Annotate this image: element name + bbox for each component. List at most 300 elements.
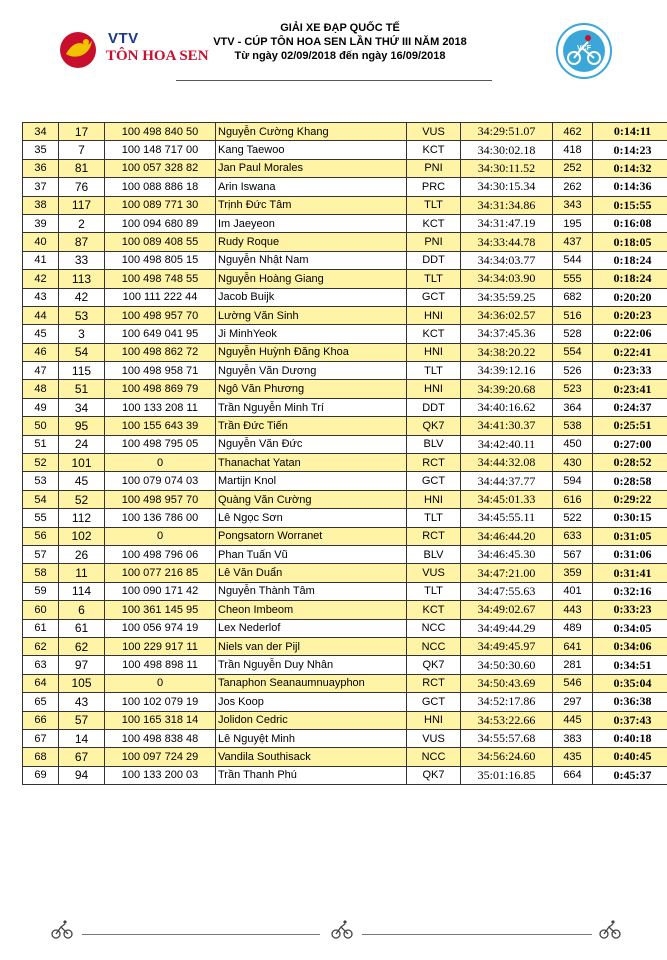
- points-cell: 430: [553, 454, 593, 472]
- time-gap-cell: 0:18:24: [593, 270, 667, 288]
- rider-name-cell: Jacob Buijk: [216, 288, 407, 306]
- bib-cell: 62: [59, 637, 105, 655]
- team-cell: KCT: [407, 214, 461, 232]
- table-row: [23, 380, 667, 398]
- total-time-cell: 34:34:03.77: [461, 251, 553, 269]
- points-cell: 359: [553, 564, 593, 582]
- time-gap-cell: 0:34:05: [593, 619, 667, 637]
- team-cell: KCT: [407, 325, 461, 343]
- uci-id-cell: 100 079 074 03: [105, 472, 216, 490]
- total-time-cell: 34:35:59.25: [461, 288, 553, 306]
- title-line-1: GIẢI XE ĐẠP QUỐC TẾ: [280, 22, 400, 34]
- team-cell: QK7: [407, 417, 461, 435]
- table-row: [23, 656, 667, 674]
- uci-id-cell: 100 361 145 95: [105, 601, 216, 619]
- uci-id-cell: 100 094 680 89: [105, 214, 216, 232]
- points-cell: 297: [553, 693, 593, 711]
- rank-cell: 62: [23, 637, 59, 655]
- rider-name-cell: Ngô Văn Phương: [216, 380, 407, 398]
- rider-name-cell: Niels van der Pijl: [216, 637, 407, 655]
- team-cell: QK7: [407, 766, 461, 784]
- uci-id-cell: 100 649 041 95: [105, 325, 216, 343]
- table-row: [23, 766, 667, 784]
- table-row: [23, 509, 667, 527]
- points-cell: 682: [553, 288, 593, 306]
- uci-id-cell: 100 498 805 15: [105, 251, 216, 269]
- vcf-cycling-federation-logo: [555, 22, 613, 80]
- table-row: [23, 325, 667, 343]
- bib-cell: 7: [59, 141, 105, 159]
- rank-cell: 51: [23, 435, 59, 453]
- signature-footer: [0, 912, 667, 952]
- rank-cell: 55: [23, 509, 59, 527]
- rank-cell: 63: [23, 656, 59, 674]
- bib-cell: 51: [59, 380, 105, 398]
- uci-id-cell: 100 148 717 00: [105, 141, 216, 159]
- uci-id-cell: 0: [105, 674, 216, 692]
- time-gap-cell: 0:31:05: [593, 527, 667, 545]
- rank-cell: 44: [23, 306, 59, 324]
- points-cell: 633: [553, 527, 593, 545]
- rank-cell: 40: [23, 233, 59, 251]
- table-row: [23, 619, 667, 637]
- total-time-cell: 34:29:51.07: [461, 123, 553, 141]
- cyclist-icon: [330, 918, 354, 940]
- points-cell: 567: [553, 545, 593, 563]
- rider-name-cell: Ji MinhYeok: [216, 325, 407, 343]
- points-cell: 522: [553, 509, 593, 527]
- total-time-cell: 34:30:02.18: [461, 141, 553, 159]
- points-cell: 364: [553, 398, 593, 416]
- signature-line-left: [82, 934, 320, 935]
- time-gap-cell: 0:15:55: [593, 196, 667, 214]
- time-gap-cell: 0:45:37: [593, 766, 667, 784]
- rider-name-cell: Nguyễn Cường Khang: [216, 123, 407, 141]
- uci-id-cell: 100 089 408 55: [105, 233, 216, 251]
- rider-name-cell: Trần Đức Tiến: [216, 417, 407, 435]
- table-row: [23, 545, 667, 563]
- bib-cell: 94: [59, 766, 105, 784]
- cyclist-icon: [50, 918, 74, 940]
- bib-cell: 11: [59, 564, 105, 582]
- total-time-cell: 34:37:45.36: [461, 325, 553, 343]
- time-gap-cell: 0:40:45: [593, 748, 667, 766]
- time-gap-cell: 0:28:52: [593, 454, 667, 472]
- time-gap-cell: 0:14:23: [593, 141, 667, 159]
- bib-cell: 43: [59, 693, 105, 711]
- time-gap-cell: 0:31:41: [593, 564, 667, 582]
- points-cell: 401: [553, 582, 593, 600]
- bib-cell: 45: [59, 472, 105, 490]
- uci-id-cell: 100 133 200 03: [105, 766, 216, 784]
- rank-cell: 68: [23, 748, 59, 766]
- table-row: [23, 233, 667, 251]
- points-cell: 281: [553, 656, 593, 674]
- table-row: [23, 582, 667, 600]
- bib-cell: 17: [59, 123, 105, 141]
- team-cell: VUS: [407, 564, 461, 582]
- points-cell: 262: [553, 178, 593, 196]
- uci-id-cell: 100 498 748 55: [105, 270, 216, 288]
- time-gap-cell: 0:22:41: [593, 343, 667, 361]
- team-cell: KCT: [407, 601, 461, 619]
- time-gap-cell: 0:23:41: [593, 380, 667, 398]
- rank-cell: 43: [23, 288, 59, 306]
- table-row: [23, 251, 667, 269]
- rider-name-cell: Lê Nguyệt Minh: [216, 729, 407, 747]
- rider-name-cell: Jolidon Cedric: [216, 711, 407, 729]
- total-time-cell: 34:33:44.78: [461, 233, 553, 251]
- uci-id-cell: 100 057 328 82: [105, 159, 216, 177]
- time-gap-cell: 0:30:15: [593, 509, 667, 527]
- total-time-cell: 34:47:21.00: [461, 564, 553, 582]
- time-gap-cell: 0:31:06: [593, 545, 667, 563]
- cyclist-icon: [598, 918, 622, 940]
- time-gap-cell: 0:36:38: [593, 693, 667, 711]
- rank-cell: 48: [23, 380, 59, 398]
- uci-id-cell: 100 056 974 19: [105, 619, 216, 637]
- total-time-cell: 34:49:44.29: [461, 619, 553, 637]
- rank-cell: 45: [23, 325, 59, 343]
- rank-cell: 65: [23, 693, 59, 711]
- time-gap-cell: 0:35:04: [593, 674, 667, 692]
- points-cell: 516: [553, 306, 593, 324]
- points-cell: 252: [553, 159, 593, 177]
- points-cell: 641: [553, 637, 593, 655]
- team-cell: BLV: [407, 545, 461, 563]
- team-cell: RCT: [407, 674, 461, 692]
- rank-cell: 50: [23, 417, 59, 435]
- time-gap-cell: 0:14:11: [593, 123, 667, 141]
- ton-hoa-sen-logo: [58, 28, 218, 74]
- time-gap-cell: 0:34:51: [593, 656, 667, 674]
- points-cell: 418: [553, 141, 593, 159]
- bib-cell: 3: [59, 325, 105, 343]
- uci-id-cell: 100 498 796 06: [105, 545, 216, 563]
- rider-name-cell: Martijn Knol: [216, 472, 407, 490]
- team-cell: GCT: [407, 472, 461, 490]
- points-cell: 526: [553, 362, 593, 380]
- rider-name-cell: Jan Paul Morales: [216, 159, 407, 177]
- points-cell: 462: [553, 123, 593, 141]
- uci-id-cell: 100 498 958 71: [105, 362, 216, 380]
- total-time-cell: 34:56:24.60: [461, 748, 553, 766]
- uci-id-cell: 100 133 208 11: [105, 398, 216, 416]
- team-cell: HNI: [407, 380, 461, 398]
- rider-name-cell: Rudy Roque: [216, 233, 407, 251]
- page-header: [0, 0, 667, 90]
- uci-id-cell: 100 088 886 18: [105, 178, 216, 196]
- rank-cell: 53: [23, 472, 59, 490]
- table-row: [23, 601, 667, 619]
- total-time-cell: 34:47:55.63: [461, 582, 553, 600]
- points-cell: 443: [553, 601, 593, 619]
- bib-cell: 53: [59, 306, 105, 324]
- time-gap-cell: 0:14:36: [593, 178, 667, 196]
- uci-id-cell: 100 089 771 30: [105, 196, 216, 214]
- team-cell: NCC: [407, 619, 461, 637]
- bib-cell: 33: [59, 251, 105, 269]
- table-row: [23, 141, 667, 159]
- team-cell: NCC: [407, 748, 461, 766]
- rider-name-cell: Nguyễn Thành Tâm: [216, 582, 407, 600]
- bib-cell: 115: [59, 362, 105, 380]
- total-time-cell: 34:45:55.11: [461, 509, 553, 527]
- uci-id-cell: 0: [105, 454, 216, 472]
- total-time-cell: 34:39:12.16: [461, 362, 553, 380]
- team-cell: HNI: [407, 343, 461, 361]
- points-cell: 343: [553, 196, 593, 214]
- results-table: [22, 122, 667, 785]
- uci-id-cell: 100 498 840 50: [105, 123, 216, 141]
- uci-id-cell: 100 498 862 72: [105, 343, 216, 361]
- team-cell: TLT: [407, 270, 461, 288]
- uci-id-cell: 100 102 079 19: [105, 693, 216, 711]
- total-time-cell: 34:38:20.22: [461, 343, 553, 361]
- bib-cell: 114: [59, 582, 105, 600]
- time-gap-cell: 0:20:20: [593, 288, 667, 306]
- rider-name-cell: Nguyễn Huỳnh Đăng Khoa: [216, 343, 407, 361]
- rider-name-cell: Vandila Southisack: [216, 748, 407, 766]
- table-row: [23, 637, 667, 655]
- team-cell: TLT: [407, 582, 461, 600]
- bib-cell: 95: [59, 417, 105, 435]
- team-cell: VUS: [407, 123, 461, 141]
- time-gap-cell: 0:20:23: [593, 306, 667, 324]
- rank-cell: 36: [23, 159, 59, 177]
- bib-cell: 26: [59, 545, 105, 563]
- uci-id-cell: 100 077 216 85: [105, 564, 216, 582]
- rider-name-cell: Tanaphon Seanaumnuayphon: [216, 674, 407, 692]
- time-gap-cell: 0:32:16: [593, 582, 667, 600]
- team-cell: HNI: [407, 490, 461, 508]
- rider-name-cell: Kang Taewoo: [216, 141, 407, 159]
- table-row: [23, 729, 667, 747]
- rank-cell: 52: [23, 454, 59, 472]
- bib-cell: 54: [59, 343, 105, 361]
- bib-cell: 81: [59, 159, 105, 177]
- table-row: [23, 123, 667, 141]
- rank-cell: 57: [23, 545, 59, 563]
- rider-name-cell: Cheon Imbeom: [216, 601, 407, 619]
- uci-id-cell: 100 136 786 00: [105, 509, 216, 527]
- rank-cell: 61: [23, 619, 59, 637]
- points-cell: 538: [553, 417, 593, 435]
- team-cell: TLT: [407, 509, 461, 527]
- team-cell: GCT: [407, 693, 461, 711]
- points-cell: 445: [553, 711, 593, 729]
- points-cell: 489: [553, 619, 593, 637]
- uci-id-cell: 100 229 917 11: [105, 637, 216, 655]
- rank-cell: 64: [23, 674, 59, 692]
- table-row: [23, 693, 667, 711]
- table-row: [23, 748, 667, 766]
- table-row: [23, 564, 667, 582]
- total-time-cell: 35:01:16.85: [461, 766, 553, 784]
- bib-cell: 102: [59, 527, 105, 545]
- uci-id-cell: 100 498 795 05: [105, 435, 216, 453]
- title-underline: [176, 80, 492, 81]
- team-cell: HNI: [407, 306, 461, 324]
- rank-cell: 37: [23, 178, 59, 196]
- rider-name-cell: Trịnh Đức Tâm: [216, 196, 407, 214]
- table-row: [23, 417, 667, 435]
- uci-id-cell: 100 090 171 42: [105, 582, 216, 600]
- points-cell: 523: [553, 380, 593, 398]
- team-cell: KCT: [407, 141, 461, 159]
- bib-cell: 61: [59, 619, 105, 637]
- uci-id-cell: 100 097 724 29: [105, 748, 216, 766]
- uci-id-cell: 100 498 957 70: [105, 490, 216, 508]
- total-time-cell: 34:53:22.66: [461, 711, 553, 729]
- team-cell: PNI: [407, 233, 461, 251]
- rider-name-cell: Trần Nguyễn Minh Trí: [216, 398, 407, 416]
- rider-name-cell: Lê Ngọc Sơn: [216, 509, 407, 527]
- rider-name-cell: Lex Nederlof: [216, 619, 407, 637]
- document-title: [210, 21, 470, 63]
- uci-id-cell: 100 498 869 79: [105, 380, 216, 398]
- bib-cell: 97: [59, 656, 105, 674]
- time-gap-cell: 0:33:23: [593, 601, 667, 619]
- rider-name-cell: Pongsatorn Worranet: [216, 527, 407, 545]
- table-row: [23, 674, 667, 692]
- bib-cell: 67: [59, 748, 105, 766]
- points-cell: 546: [553, 674, 593, 692]
- table-row: [23, 454, 667, 472]
- table-row: [23, 435, 667, 453]
- rider-name-cell: Trần Nguyễn Duy Nhân: [216, 656, 407, 674]
- uci-id-cell: 100 498 957 70: [105, 306, 216, 324]
- total-time-cell: 34:44:37.77: [461, 472, 553, 490]
- rank-cell: 69: [23, 766, 59, 784]
- bib-cell: 87: [59, 233, 105, 251]
- time-gap-cell: 0:37:43: [593, 711, 667, 729]
- results-table-body: [23, 123, 667, 785]
- points-cell: 528: [553, 325, 593, 343]
- total-time-cell: 34:49:45.97: [461, 637, 553, 655]
- total-time-cell: 34:46:45.30: [461, 545, 553, 563]
- rank-cell: 54: [23, 490, 59, 508]
- total-time-cell: 34:41:30.37: [461, 417, 553, 435]
- rider-name-cell: Lê Văn Duẩn: [216, 564, 407, 582]
- time-gap-cell: 0:23:33: [593, 362, 667, 380]
- rank-cell: 46: [23, 343, 59, 361]
- total-time-cell: 34:44:32.08: [461, 454, 553, 472]
- uci-id-cell: 100 111 222 44: [105, 288, 216, 306]
- team-cell: RCT: [407, 454, 461, 472]
- time-gap-cell: 0:22:06: [593, 325, 667, 343]
- rider-name-cell: Trần Thanh Phú: [216, 766, 407, 784]
- bib-cell: 117: [59, 196, 105, 214]
- rank-cell: 59: [23, 582, 59, 600]
- points-cell: 544: [553, 251, 593, 269]
- table-row: [23, 306, 667, 324]
- uci-id-cell: 0: [105, 527, 216, 545]
- table-row: [23, 398, 667, 416]
- team-cell: GCT: [407, 288, 461, 306]
- table-row: [23, 711, 667, 729]
- time-gap-cell: 0:34:06: [593, 637, 667, 655]
- rank-cell: 38: [23, 196, 59, 214]
- vcf-logo-text: VCF: [577, 45, 591, 52]
- rider-name-cell: Lường Văn Sinh: [216, 306, 407, 324]
- table-row: [23, 178, 667, 196]
- rank-cell: 41: [23, 251, 59, 269]
- points-cell: 664: [553, 766, 593, 784]
- team-cell: HNI: [407, 711, 461, 729]
- time-gap-cell: 0:28:58: [593, 472, 667, 490]
- table-row: [23, 490, 667, 508]
- rank-cell: 35: [23, 141, 59, 159]
- total-time-cell: 34:40:16.62: [461, 398, 553, 416]
- rider-name-cell: Nguyễn Nhật Nam: [216, 251, 407, 269]
- bib-cell: 24: [59, 435, 105, 453]
- time-gap-cell: 0:29:22: [593, 490, 667, 508]
- signature-line-right: [362, 934, 592, 935]
- total-time-cell: 34:31:47.19: [461, 214, 553, 232]
- total-time-cell: 34:50:43.69: [461, 674, 553, 692]
- rider-name-cell: Jos Koop: [216, 693, 407, 711]
- total-time-cell: 34:30:15.34: [461, 178, 553, 196]
- bib-cell: 105: [59, 674, 105, 692]
- time-gap-cell: 0:27:00: [593, 435, 667, 453]
- points-cell: 594: [553, 472, 593, 490]
- bib-cell: 6: [59, 601, 105, 619]
- bib-cell: 112: [59, 509, 105, 527]
- points-cell: 195: [553, 214, 593, 232]
- title-line-3: Từ ngày 02/09/2018 đến ngày 16/09/2018: [234, 50, 446, 62]
- total-time-cell: 34:36:02.57: [461, 306, 553, 324]
- bib-cell: 101: [59, 454, 105, 472]
- total-time-cell: 34:31:34.86: [461, 196, 553, 214]
- team-cell: DDT: [407, 251, 461, 269]
- total-time-cell: 34:45:01.33: [461, 490, 553, 508]
- total-time-cell: 34:42:40.11: [461, 435, 553, 453]
- time-gap-cell: 0:18:24: [593, 251, 667, 269]
- team-cell: PRC: [407, 178, 461, 196]
- rank-cell: 58: [23, 564, 59, 582]
- rank-cell: 66: [23, 711, 59, 729]
- table-row: [23, 288, 667, 306]
- time-gap-cell: 0:40:18: [593, 729, 667, 747]
- time-gap-cell: 0:24:37: [593, 398, 667, 416]
- rider-name-cell: Nguyễn Văn Đức: [216, 435, 407, 453]
- team-cell: NCC: [407, 637, 461, 655]
- bib-cell: 76: [59, 178, 105, 196]
- rank-cell: 39: [23, 214, 59, 232]
- total-time-cell: 34:30:11.52: [461, 159, 553, 177]
- rank-cell: 47: [23, 362, 59, 380]
- time-gap-cell: 0:25:51: [593, 417, 667, 435]
- points-cell: 383: [553, 729, 593, 747]
- points-cell: 437: [553, 233, 593, 251]
- team-cell: TLT: [407, 196, 461, 214]
- rank-cell: 67: [23, 729, 59, 747]
- total-time-cell: 34:50:30.60: [461, 656, 553, 674]
- rank-cell: 42: [23, 270, 59, 288]
- uci-id-cell: 100 498 838 48: [105, 729, 216, 747]
- team-cell: BLV: [407, 435, 461, 453]
- table-row: [23, 472, 667, 490]
- time-gap-cell: 0:18:05: [593, 233, 667, 251]
- time-gap-cell: 0:16:08: [593, 214, 667, 232]
- points-cell: 435: [553, 748, 593, 766]
- lotus-bird-icon: [58, 30, 100, 70]
- table-row: [23, 214, 667, 232]
- uci-id-cell: 100 155 643 39: [105, 417, 216, 435]
- total-time-cell: 34:49:02.67: [461, 601, 553, 619]
- total-time-cell: 34:52:17.86: [461, 693, 553, 711]
